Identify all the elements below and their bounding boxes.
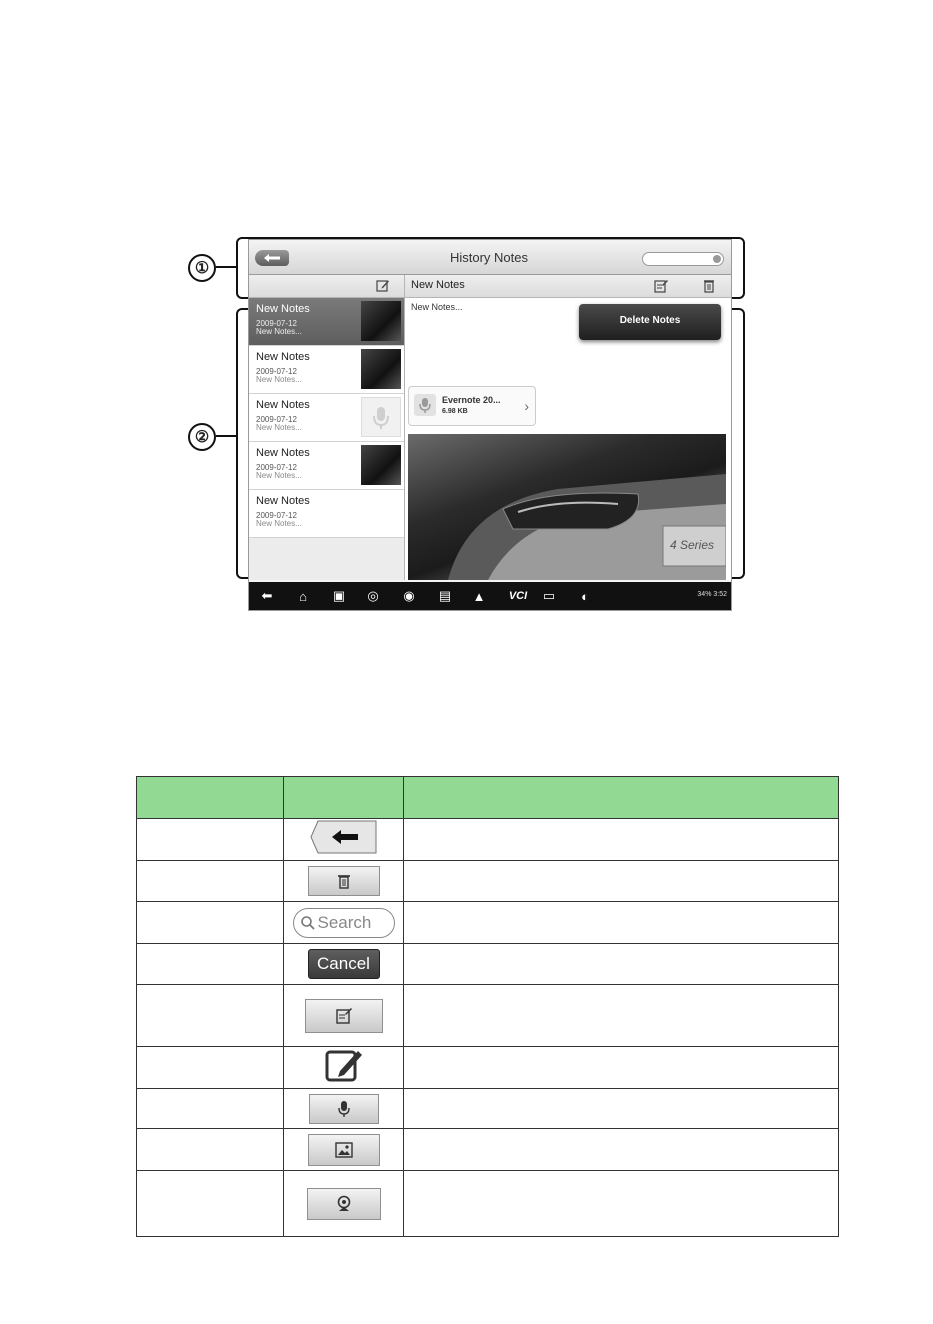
status-bar-text: 34% 3:52 — [697, 591, 727, 598]
table-cell — [404, 861, 839, 902]
note-item-snippet: New Notes... — [256, 519, 302, 528]
screen-record-icon[interactable]: ▤ — [438, 588, 452, 603]
table-cell — [284, 1047, 404, 1089]
attachment-name: Evernote 20... — [442, 395, 501, 405]
table-cell — [404, 1047, 839, 1089]
table-row — [137, 944, 839, 985]
note-item-title: New Notes — [256, 351, 310, 363]
callout-1-leader — [216, 266, 238, 268]
table-cell — [137, 902, 284, 944]
table-cell — [137, 819, 284, 861]
table-cell — [404, 985, 839, 1047]
vci-icon[interactable]: VCI — [508, 590, 528, 602]
page-title: History Notes — [449, 250, 529, 265]
callout-2-leader — [216, 435, 238, 437]
model-badge: 4 Series — [670, 538, 715, 552]
image-button-icon — [308, 1134, 380, 1166]
table-cell — [404, 819, 839, 861]
note-item-date: 2009-07-12 — [256, 319, 297, 328]
maxifix-icon[interactable]: ▲ — [472, 588, 486, 604]
browser-icon[interactable]: ◎ — [367, 588, 379, 603]
table-row — [137, 819, 839, 861]
search-input[interactable] — [642, 252, 724, 266]
back-button-icon — [310, 820, 378, 854]
microphone-thumbnail — [361, 397, 401, 437]
back-button[interactable] — [255, 250, 289, 266]
table-cell — [137, 944, 284, 985]
table-cell — [137, 1129, 284, 1171]
search-clear-icon[interactable] — [713, 255, 721, 263]
attachment-size: 6.98 KB — [442, 408, 468, 415]
table-cell — [284, 944, 404, 985]
note-title: New Notes — [411, 279, 465, 291]
table-header-cell — [404, 777, 839, 819]
table-row — [137, 861, 839, 902]
note-item-title: New Notes — [256, 495, 310, 507]
system-nav-bar — [249, 582, 731, 610]
list-toolbar — [249, 275, 405, 297]
note-item-title: New Notes — [256, 447, 310, 459]
table-cell — [404, 1129, 839, 1171]
table-header-row — [137, 777, 839, 819]
notes-list — [249, 298, 405, 580]
camera-button-icon — [307, 1188, 381, 1220]
cancel-label: Cancel — [317, 954, 370, 973]
table-cell — [137, 1089, 284, 1129]
search-icon — [300, 915, 316, 931]
table-cell — [404, 1171, 839, 1237]
table-cell — [137, 1047, 284, 1089]
table-row — [137, 902, 839, 944]
table-row — [137, 1089, 839, 1129]
car-photo-thumbnail — [361, 301, 401, 341]
table-cell — [284, 819, 404, 861]
table-row — [137, 1129, 839, 1171]
edit-icon[interactable] — [376, 279, 390, 293]
delete-notes-label: Delete Notes — [619, 315, 681, 326]
note-item-title: New Notes — [256, 399, 310, 411]
microphone-icon — [414, 394, 436, 416]
cancel-button-icon — [308, 949, 380, 979]
list-item[interactable] — [249, 394, 404, 442]
search-label: Search — [317, 912, 372, 932]
icon-legend-table — [136, 776, 839, 1237]
back-arrow-icon — [263, 253, 281, 263]
car-photo-thumbnail — [361, 349, 401, 389]
table-row — [137, 985, 839, 1047]
chevron-right-icon: › — [524, 398, 529, 414]
table-row — [137, 1047, 839, 1089]
table-cell — [137, 861, 284, 902]
table-cell — [284, 985, 404, 1047]
table-cell — [284, 1129, 404, 1171]
note-item-date: 2009-07-12 — [256, 463, 297, 472]
delete-notes-popup[interactable] — [579, 304, 721, 340]
note-item-snippet: New Notes... — [256, 375, 302, 384]
table-cell — [404, 944, 839, 985]
list-item[interactable] — [249, 442, 404, 490]
list-item[interactable] — [249, 346, 404, 394]
recent-apps-icon[interactable]: ▣ — [332, 588, 346, 603]
note-item-date: 2009-07-12 — [256, 511, 297, 520]
history-notes-screen — [249, 240, 731, 610]
list-item[interactable] — [249, 490, 404, 538]
search-field-icon — [293, 908, 395, 938]
camera-icon[interactable]: ◉ — [403, 588, 415, 603]
table-header-cell — [137, 777, 284, 819]
car-photo-thumbnail — [361, 445, 401, 485]
car-icon[interactable]: ▭ — [542, 588, 556, 603]
note-item-date: 2009-07-12 — [256, 367, 297, 376]
microphone-button-icon — [309, 1094, 379, 1124]
car-taillight-image — [408, 434, 726, 580]
table-cell — [284, 1089, 404, 1129]
new-note-icon — [324, 1047, 364, 1083]
note-item-date: 2009-07-12 — [256, 415, 297, 424]
back-icon[interactable]: ⬅ — [261, 588, 273, 603]
table-cell — [404, 902, 839, 944]
table-header-cell — [284, 777, 404, 819]
save-note-button-icon — [305, 999, 383, 1033]
save-note-icon[interactable] — [654, 279, 668, 293]
note-item-title: New Notes — [256, 303, 310, 315]
user-car-icon[interactable]: ◐ — [581, 588, 589, 604]
list-item[interactable] — [249, 298, 404, 346]
table-cell — [284, 861, 404, 902]
notes-toolbar — [249, 275, 731, 298]
note-item-snippet: New Notes... — [256, 471, 302, 480]
note-content — [405, 298, 731, 580]
table-cell — [284, 902, 404, 944]
note-body-text[interactable]: New Notes... — [411, 302, 463, 312]
table-cell — [137, 985, 284, 1047]
trash-button-icon — [308, 866, 380, 896]
trash-icon[interactable] — [703, 279, 715, 293]
title-bar — [249, 240, 731, 275]
note-item-snippet: New Notes... — [256, 327, 302, 336]
table-row — [137, 1171, 839, 1237]
audio-attachment[interactable] — [408, 386, 536, 426]
table-cell — [284, 1171, 404, 1237]
table-cell — [404, 1089, 839, 1129]
microphone-icon — [362, 398, 400, 436]
home-icon[interactable]: ⌂ — [299, 588, 307, 604]
car-photo[interactable] — [408, 434, 726, 580]
table-cell — [137, 1171, 284, 1237]
callout-2: ② — [188, 423, 216, 451]
callout-1: ① — [188, 254, 216, 282]
note-item-snippet: New Notes... — [256, 423, 302, 432]
